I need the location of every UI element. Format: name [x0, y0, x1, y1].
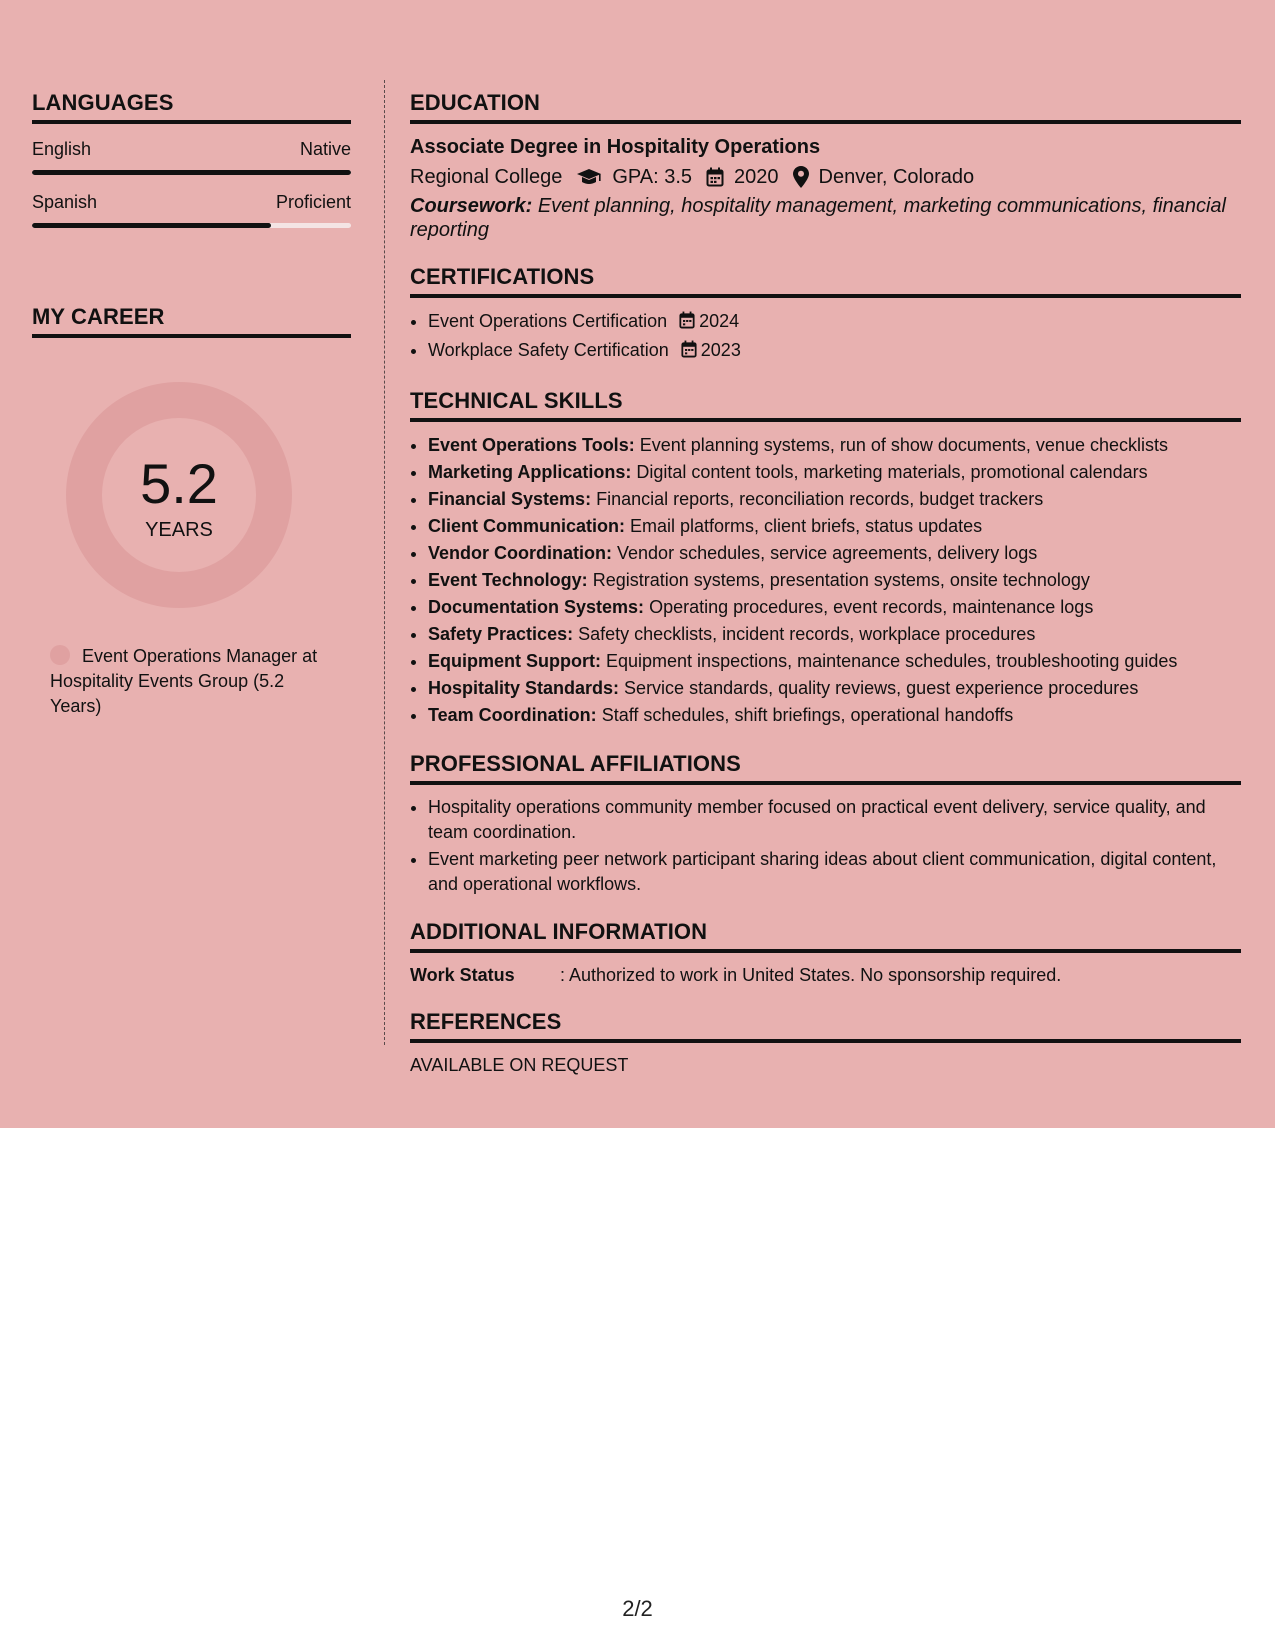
skill-text: Service standards, quality reviews, guest experience procedures	[624, 678, 1139, 698]
skill-item	[428, 648, 1241, 675]
technical-skills-section	[410, 388, 1241, 729]
additional-info-section	[410, 919, 1241, 987]
school-location: Denver, Colorado	[818, 166, 975, 188]
skill-item	[428, 675, 1241, 702]
skill-item	[428, 702, 1241, 729]
coursework	[410, 194, 1241, 242]
skill-label: Vendor Coordination:	[428, 543, 612, 563]
certifications-heading: CERTIFICATIONS	[410, 264, 1241, 298]
languages-heading: LANGUAGES	[32, 90, 351, 124]
certification-year: 2024	[699, 311, 740, 331]
certification-year: 2023	[700, 340, 741, 360]
references-heading: REFERENCES	[410, 1009, 1241, 1043]
language-name: Spanish	[32, 192, 98, 212]
skill-text: Event planning systems, run of show documents, venue checklists	[639, 435, 1168, 455]
affiliation-item: • Hospitality operations community member focused on practical event delivery, service quality, and team coordination.	[428, 795, 1241, 845]
skill-text: Vendor schedules, service agreements, delivery logs	[617, 543, 1038, 563]
skill-item	[428, 432, 1241, 459]
skill-label: Marketing Applications:	[428, 462, 632, 482]
skill-label: Documentation Systems:	[428, 597, 645, 617]
work-status-value: : Authorized to work in United States. No sponsorship required.	[560, 965, 1062, 985]
school-name: Regional College	[410, 166, 563, 188]
technical-skills-heading: TECHNICAL SKILLS	[410, 388, 1241, 422]
skill-label: Team Coordination:	[428, 705, 597, 725]
location-pin-icon	[793, 166, 809, 188]
skill-text: Staff schedules, shift briefings, operational handoffs	[601, 705, 1014, 725]
language-proficiency-fill	[32, 223, 271, 228]
language-item	[32, 191, 351, 228]
legend-dot-icon	[50, 645, 70, 665]
career-heading: MY CAREER	[32, 304, 351, 338]
right-column	[410, 90, 1241, 1077]
skill-label: Hospitality Standards:	[428, 678, 620, 698]
skill-text: Financial reports, reconciliation records, budget trackers	[596, 489, 1044, 509]
language-name: English	[32, 139, 92, 159]
career-years-unit: YEARS	[145, 519, 213, 541]
work-status-label: Work Status	[410, 965, 515, 985]
language-proficiency-bar	[32, 170, 351, 175]
calendar-icon	[679, 310, 695, 337]
references-text: AVAILABLE ON REQUEST	[410, 1055, 629, 1075]
career-years-value: 5.2	[140, 452, 218, 515]
language-proficiency-bar	[32, 223, 351, 228]
education-section	[410, 90, 1241, 242]
skill-item	[428, 567, 1241, 594]
skill-text: Registration systems, presentation systems, onsite technology	[592, 570, 1090, 590]
calendar-icon	[681, 339, 697, 366]
column-divider	[384, 80, 385, 1045]
skill-text: Safety checklists, incident records, workplace procedures	[578, 624, 1036, 644]
skill-item	[428, 459, 1241, 486]
coursework-label: Coursework:	[410, 195, 533, 217]
career-years-donut	[66, 382, 292, 608]
certification-name: Event Operations Certification	[428, 311, 668, 331]
affiliations-heading: PROFESSIONAL AFFILIATIONS	[410, 751, 1241, 785]
graduation-year: 2020	[734, 166, 779, 188]
affiliation-item: • Event marketing peer network participant sharing ideas about client communication, digital content, and operational workflows.	[428, 847, 1241, 897]
certification-name: Workplace Safety Certification	[428, 340, 669, 360]
calendar-icon	[706, 167, 724, 187]
skill-item	[428, 594, 1241, 621]
skill-label: Event Operations Tools:	[428, 435, 635, 455]
skill-text: Email platforms, client briefs, status updates	[630, 516, 983, 536]
language-level: Native	[299, 139, 351, 159]
affiliations-section	[410, 751, 1241, 897]
education-meta	[410, 164, 1241, 190]
skill-label: Equipment Support:	[428, 651, 601, 671]
language-level: Proficient	[275, 192, 351, 212]
left-column	[32, 90, 351, 719]
skill-label: Financial Systems:	[428, 489, 592, 509]
language-item	[32, 138, 351, 175]
skill-item	[428, 486, 1241, 513]
skill-text: Equipment inspections, maintenance schedules, troubleshooting guides	[606, 651, 1178, 671]
certification-item	[428, 308, 1241, 337]
graduation-cap-icon	[576, 168, 602, 186]
references-section	[410, 1009, 1241, 1077]
coursework-text: Event planning, hospitality management, marketing communications, financial reporting	[410, 195, 1226, 241]
gpa: GPA: 3.5	[612, 166, 692, 188]
skill-label: Event Technology:	[428, 570, 588, 590]
career-entry: Event Operations Manager at Hospitality Events Group (5.2 Years)	[50, 646, 318, 716]
skill-label: Safety Practices:	[428, 624, 574, 644]
skill-text: Operating procedures, event records, maintenance logs	[649, 597, 1094, 617]
skill-item	[428, 513, 1241, 540]
language-proficiency-fill	[32, 170, 351, 175]
skill-item	[428, 540, 1241, 567]
certifications-section	[410, 264, 1241, 366]
skill-text: Digital content tools, marketing materials, promotional calendars	[636, 462, 1148, 482]
career-legend-item	[50, 644, 340, 719]
degree-title: Associate Degree in Hospitality Operations	[410, 136, 821, 158]
skill-item	[428, 621, 1241, 648]
skill-label: Client Communication:	[428, 516, 625, 536]
education-heading: EDUCATION	[410, 90, 1241, 124]
additional-info-heading: ADDITIONAL INFORMATION	[410, 919, 1241, 953]
certification-item	[428, 337, 1241, 366]
page-number: 2/2	[622, 1596, 653, 1621]
